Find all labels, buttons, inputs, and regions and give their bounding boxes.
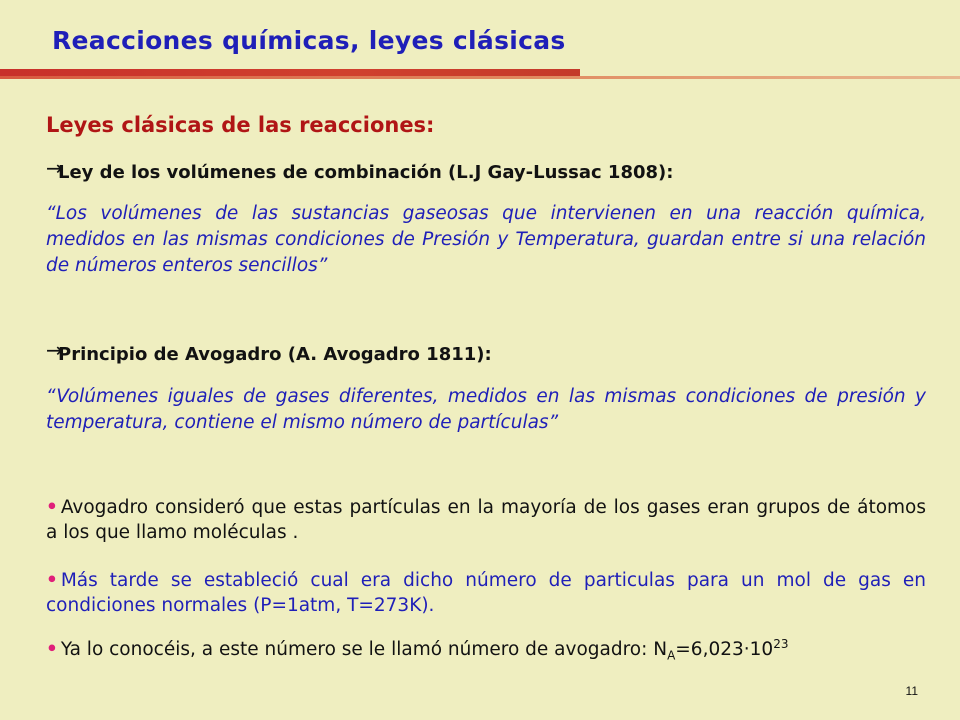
bullet-icon: •	[46, 570, 58, 591]
law-avogadro	[46, 338, 926, 365]
bullet-text: =6,023·10	[675, 639, 774, 660]
law-title: Ley de los volúmenes de combinación (L.J Gay-Lussac 1808):	[58, 162, 674, 183]
subscript: A	[667, 648, 676, 663]
bullet-item	[46, 637, 926, 662]
law-quote: “Los volúmenes de las sustancias gaseosas que intervienen en una reacción química, medidos en las mismas condiciones de Presión y Temperatura, guardan entre si una relación de números enteros sencillos”	[46, 203, 926, 276]
page-number: 11	[905, 684, 918, 698]
bullet-item	[46, 568, 926, 618]
law-title: Principio de Avogadro (A. Avogadro 1811):	[58, 344, 492, 365]
law-quote: “Volúmenes iguales de gases diferentes, medidos en las mismas condiciones de presión y temperatura, contiene el mismo número de partículas”	[46, 386, 926, 433]
bullet-text: Más tarde se estableció cual era dicho número de particulas para un mol de gas en condiciones normales (P=1atm, T=273K).	[46, 570, 926, 616]
bullet-text: Avogadro consideró que estas partículas en la mayoría de los gases eran grupos de átomos a los que llamo moléculas .	[46, 497, 926, 543]
slide-title: Reacciones químicas, leyes clásicas	[52, 26, 566, 55]
bullet-icon: •	[46, 639, 58, 660]
bullet-icon: •	[46, 497, 58, 518]
title-underline-line	[0, 76, 960, 79]
bullet-text: Ya lo conocéis, a este número se le llamó número de avogadro: N	[60, 639, 668, 660]
law-gay-lussac	[46, 156, 926, 183]
arrow-icon: →	[46, 156, 63, 180]
arrow-icon: →	[46, 338, 63, 362]
section-heading: Leyes clásicas de las reacciones:	[46, 113, 435, 137]
superscript: 23	[773, 636, 789, 651]
bullet-item	[46, 495, 926, 545]
